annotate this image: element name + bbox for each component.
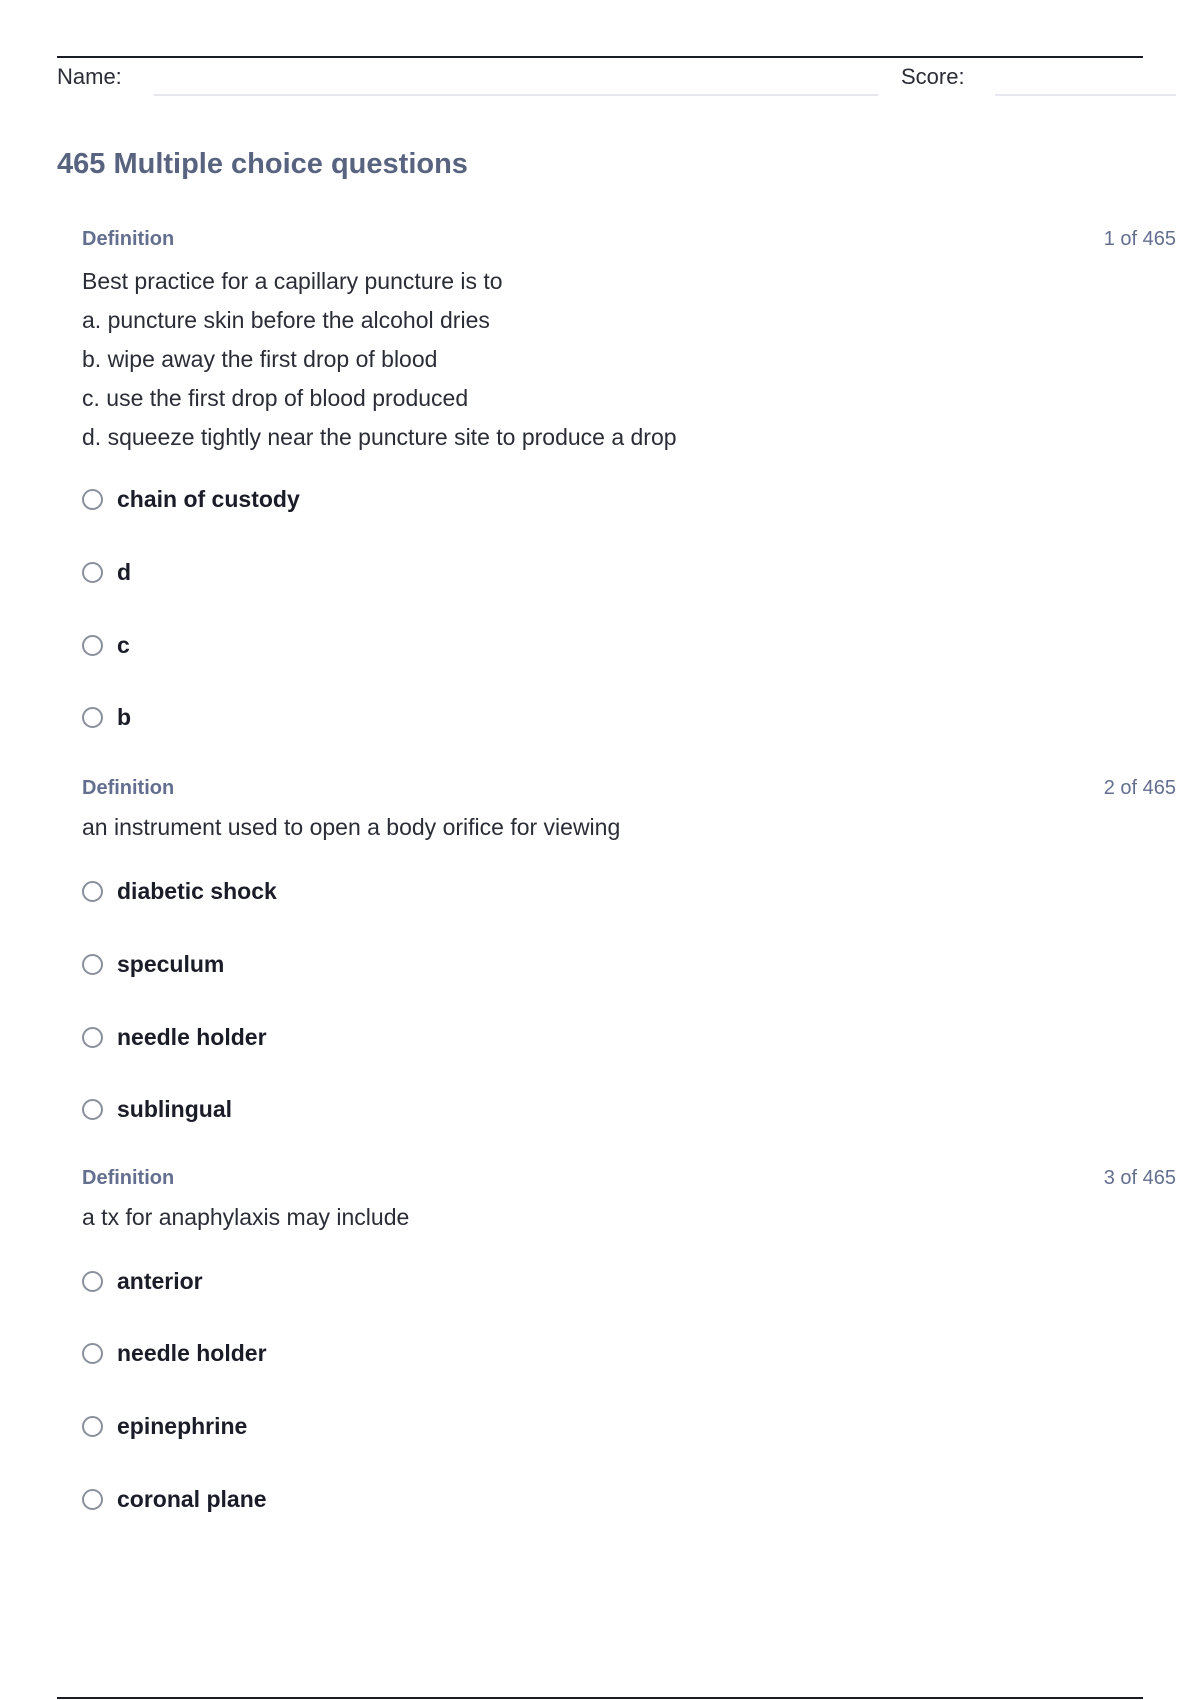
radio-button-icon[interactable] [82, 1027, 103, 1048]
answer-option-label: needle holder [117, 1339, 267, 1366]
question-counter: 2 of 465 [1103, 777, 1176, 799]
score-field[interactable] [995, 94, 1176, 96]
answer-option[interactable] [82, 876, 277, 906]
name-label: Name: [57, 64, 122, 89]
answer-option[interactable] [82, 484, 300, 514]
radio-button-icon[interactable] [82, 1099, 103, 1120]
radio-button-icon[interactable] [82, 1489, 103, 1510]
answer-option[interactable] [82, 1411, 247, 1441]
name-field[interactable] [154, 94, 878, 96]
radio-button-icon[interactable] [82, 954, 103, 975]
radio-button-icon[interactable] [82, 635, 103, 656]
bottom-divider [57, 1697, 1143, 1699]
question-type-label: Definition [82, 777, 175, 799]
prompt-line: a tx for anaphylaxis may include [82, 1204, 410, 1230]
question-prompt [82, 262, 677, 457]
radio-button-icon[interactable] [82, 1343, 103, 1364]
answer-option-label: sublingual [117, 1095, 232, 1122]
answer-option-label: chain of custody [117, 485, 300, 512]
answer-option-label: needle holder [117, 1023, 267, 1050]
prompt-line: b. wipe away the first drop of blood [82, 346, 438, 372]
answer-option[interactable] [82, 1266, 203, 1296]
answer-option-label: b [117, 703, 132, 730]
answer-option-label: speculum [117, 950, 225, 977]
score-label: Score: [901, 64, 965, 89]
answer-option[interactable] [82, 1022, 267, 1052]
question-counter: 1 of 465 [1103, 228, 1176, 250]
question-counter: 3 of 465 [1103, 1167, 1176, 1189]
answer-option[interactable] [82, 557, 131, 587]
prompt-line: Best practice for a capillary puncture is to [82, 268, 503, 294]
answer-option-label: d [117, 558, 132, 585]
answer-option-label: epinephrine [117, 1412, 248, 1439]
answer-option[interactable] [82, 1484, 267, 1514]
answer-option[interactable] [82, 1094, 232, 1124]
question-prompt [82, 808, 620, 847]
prompt-line: c. use the first drop of blood produced [82, 385, 469, 411]
question-type-label: Definition [82, 228, 175, 250]
prompt-line: an instrument used to open a body orifice for viewing [82, 814, 621, 840]
radio-button-icon[interactable] [82, 1271, 103, 1292]
top-divider [57, 56, 1143, 58]
answer-option-label: coronal plane [117, 1485, 267, 1512]
page-title: 465 Multiple choice questions [57, 148, 468, 180]
prompt-line: a. puncture skin before the alcohol dries [82, 307, 490, 333]
question-prompt [82, 1198, 409, 1237]
prompt-line: d. squeeze tightly near the puncture site to produce a drop [82, 424, 677, 450]
answer-option[interactable] [82, 630, 130, 660]
answer-option[interactable] [82, 949, 224, 979]
answer-option-label: anterior [117, 1267, 203, 1294]
radio-button-icon[interactable] [82, 881, 103, 902]
radio-button-icon[interactable] [82, 707, 103, 728]
answer-option-label: diabetic shock [117, 877, 277, 904]
answer-option-label: c [117, 631, 130, 658]
radio-button-icon[interactable] [82, 562, 103, 583]
radio-button-icon[interactable] [82, 489, 103, 510]
question-type-label: Definition [82, 1167, 175, 1189]
answer-option[interactable] [82, 1338, 267, 1368]
answer-option[interactable] [82, 702, 131, 732]
radio-button-icon[interactable] [82, 1416, 103, 1437]
